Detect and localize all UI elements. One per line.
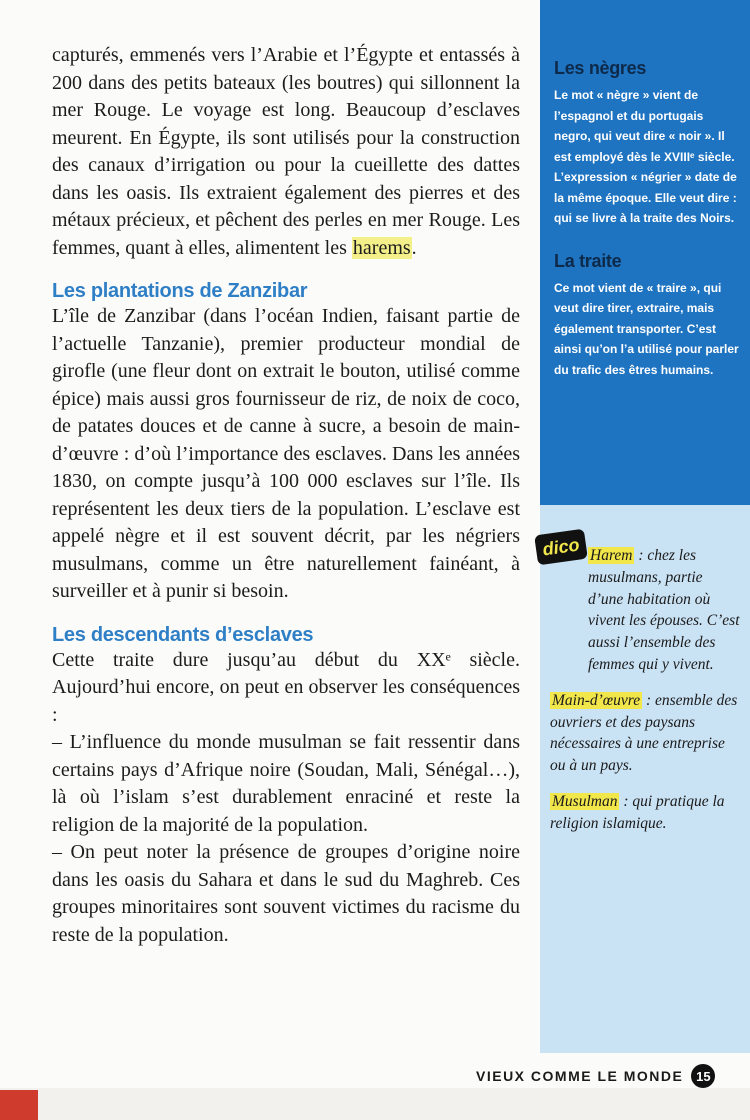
sidebar-title-traite: La traite — [554, 250, 622, 271]
paragraph-descendants: Cette traite dure jusqu’au début du XXᵉ siècle. Aujourd’hui encore, on peut en observer les conséquences : — [52, 648, 520, 726]
sidebar-inner — [554, 58, 740, 380]
sidebar-title-negres: Les nègres — [554, 58, 647, 78]
heading-zanzibar: Les plantations de Zanzibar — [52, 280, 308, 302]
page-footer — [476, 1064, 715, 1088]
book-title: VIEUX COMME LE MONDE — [476, 1068, 684, 1084]
page-edge-decoration — [0, 1090, 38, 1120]
sidebar-definitions — [540, 0, 750, 505]
sidebar-text-negres: Le mot « nègre » vient de l’espagnol et du portugais negro, qui veut dire « noir ». Il est employé dès le XVIIIᵉ siècle. L’expression « négrier » date de la même époque. Elle veut dire : qui se livre à la traite des Noirs. — [554, 88, 737, 225]
dico-entry-harem: Harem : chez les musulmans, partie d’une habitation où vivent les épouses. C’est aussi l’ensemble des femmes qui y vivent. — [588, 547, 740, 673]
dico-list — [550, 545, 740, 849]
heading-descendants: Les descendants d’esclaves — [52, 623, 314, 646]
main-column — [52, 42, 520, 949]
page-number: 15 — [691, 1064, 715, 1088]
paragraph-zanzibar: L’île de Zanzibar (dans l’océan Indien, faisant partie de l’actuelle Tanzanie), premier producteur mondial de girofle (une fleur dont on extrait le bouton, utilisé comme épice) mais aussi gros fournisseur de riz, de noix de coco, de patates douces et de canne à sucre, a besoin de main-d’œuvre : d’où l’importance des esclaves. Dans les années 1830, on compte jusqu’à 100 000 esclaves sur l’île. Ils représentent les deux tiers de la population. L’esclave est appelé nègre et il est souvent décrit, par les négriers musulmans, comme un être naturellement fainéant, à surveiller et à punir si besoin. — [52, 305, 520, 602]
dico-entry-main-doeuvre: Main-d’œuvre : ensemble des ouvriers et des paysans nécessaires à une entreprise ou à un pays. — [550, 691, 738, 775]
page-bottom-strip — [0, 1088, 750, 1120]
dico-entry-musulman: Musulman : qui pratique la religion islamique. — [550, 792, 725, 832]
sidebar-text-traite: Ce mot vient de « traire », qui veut dire tirer, extraire, mais également transporter. C’est ainsi qu’on l’a utilisé pour parler du trafic des êtres humains. — [554, 280, 739, 377]
highlight-harems: harems — [352, 236, 411, 259]
paragraph-groups: – On peut noter la présence de groupes d’origine noire dans les oasis du Sahara et dans le sud du Maghreb. Ces groupes minoritaires sont souvent victimes du racisme du reste de la population. — [52, 841, 520, 946]
paragraph-influence: – L’influence du monde musulman se fait ressentir dans certains pays d’Afrique noire (Soudan, Mali, Sénégal…), là où l’islam s’est durablement enraciné et reste la religion de la majorité de la population. — [52, 731, 520, 836]
paragraph-intro: capturés, emmenés vers l’Arabie et l’Égypte et entassés à 200 dans des petits bateaux (les boutres) qui sillonnent la mer Rouge. Le voyage est long. Beaucoup d’esclaves meurent. En Égypte, ils sont utilisés pour la construction des canaux d’irrigation ou pour la cueillette des dattes dans les oasis. Ils extraient également des pierres et des métaux précieux, et pêchent des perles en mer Rouge. Les femmes, quant à elles, alimentent les harems. — [52, 44, 520, 259]
dico-badge: dico — [534, 529, 588, 566]
